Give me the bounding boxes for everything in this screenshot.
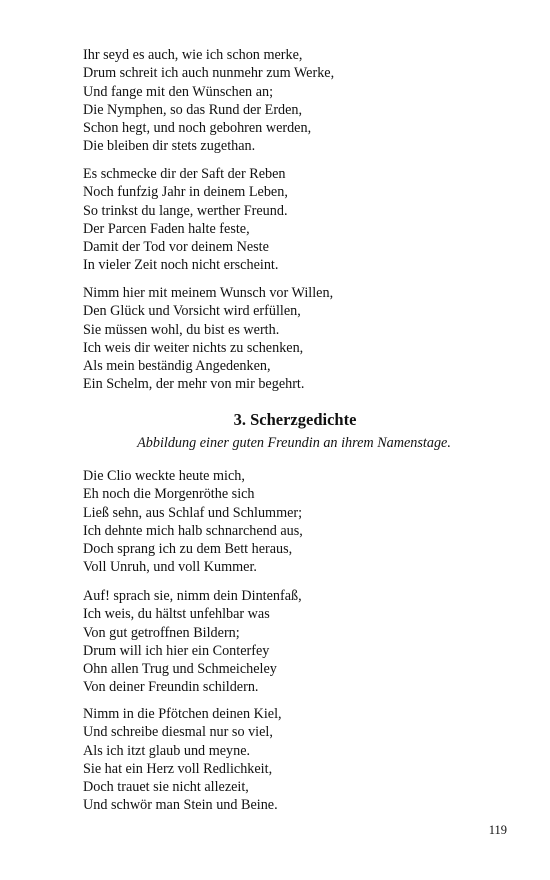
poem-line: Nimm in die Pfötchen deinen Kiel, [83,706,282,722]
poem-line: Nimm hier mit meinem Wunsch vor Willen, [83,285,334,301]
poem-line: Als ich itzt glaub und meyne. [83,742,251,759]
poem-line: Die Nymphen, so das Rund der Erden, [83,101,303,118]
poem-subtitle: Abbildung einer guten Freundin an ihrem Namenstage. [137,435,451,451]
poem-line: Noch funfzig Jahr in deinem Leben, [83,184,288,201]
page-number: 119 [488,823,507,837]
poem-line: Ich weis dir weiter nichts zu schenken, [83,339,304,356]
poem-line: Doch sprang ich zu dem Bett heraus, [83,541,293,558]
poem-line: Sie müssen wohl, du bist es werth. [83,321,280,338]
poem-line: Ohn allen Trug und Schmeicheley [83,661,277,678]
poem-line: Damit der Tod vor deinem Neste [83,239,269,256]
poem-stanza [83,587,503,697]
poem-line: Voll Unruh, und voll Kummer. [83,559,257,576]
poem-line: Ihr seyd es auch, wie ich schon merke, [83,47,303,63]
poem-stanza [83,284,503,394]
poem-line: Ich dehnte mich halb schnarchend aus, [83,522,303,539]
poem-line: Und schreibe diesmal nur so viel, [83,724,273,741]
poem-line: Als mein beständig Angedenken, [83,358,271,375]
poem-line: In vieler Zeit noch nicht erscheint. [83,257,279,274]
poem-line: Den Glück und Vorsicht wird erfüllen, [83,303,301,320]
poem-line: Von gut getroffnen Bildern; [83,624,240,641]
poem-stanza [83,705,503,815]
poem-line: Doch trauet sie nicht allezeit, [83,779,249,796]
poem-line: Und fange mit den Wünschen an; [83,83,274,100]
poem-line: Schon hegt, und noch gebohren werden, [83,120,312,137]
poem-line: Ich weis, du hältst unfehlbar was [83,606,270,623]
poem-stanza [83,165,503,275]
poem-line: Auf! sprach sie, nimm dein Dintenfaß, [83,588,302,604]
poem-line: Drum schreit ich auch nunmehr zum Werke, [83,65,335,82]
poem-line: Ein Schelm, der mehr von mir begehrt. [83,376,305,393]
poem-line: Die Clio weckte heute mich, [83,468,245,484]
poem-line: Der Parcen Faden halte feste, [83,220,250,237]
poem-line: Von deiner Freundin schildern. [83,679,259,696]
poem-line: Ließ sehn, aus Schlaf und Schlummer; [83,504,303,521]
poem-line: Eh noch die Morgenröthe sich [83,486,255,503]
poem-line: Die bleiben dir stets zugethan. [83,138,256,155]
poem-line: Drum will ich hier ein Conterfey [83,642,270,659]
poem-line: Sie hat ein Herz voll Redlichkeit, [83,760,273,777]
poem-stanza [83,46,503,156]
poem-line: Es schmecke dir der Saft der Reben [83,166,286,182]
poem-line: So trinkst du lange, werther Freund. [83,202,288,219]
poem-stanza [83,467,503,577]
poem-line: Und schwör man Stein und Beine. [83,797,278,814]
section-title: 3. Scherzgedichte [233,410,357,429]
